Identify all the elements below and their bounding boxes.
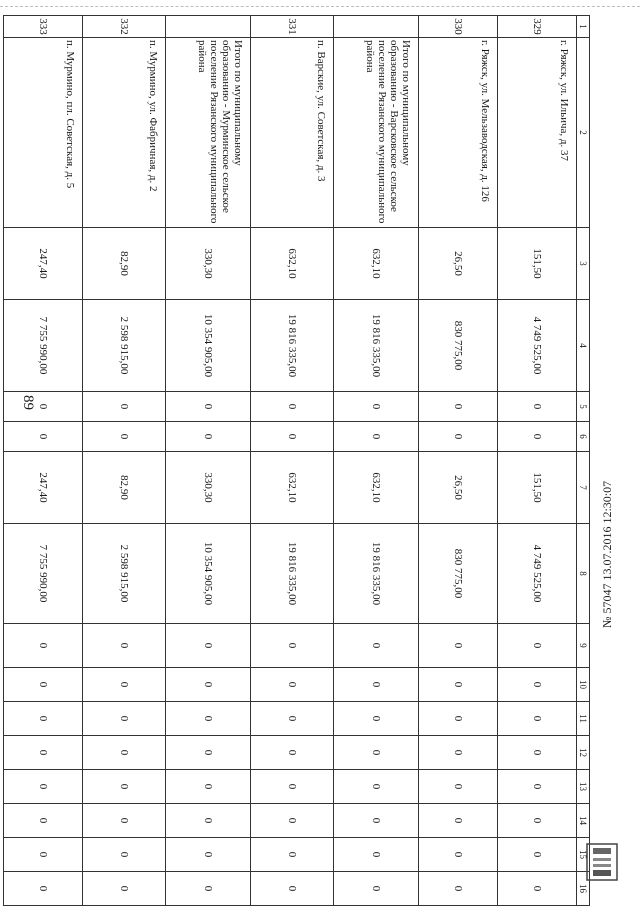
value-cell: 632,10 [251, 228, 334, 300]
row-number-cell [334, 16, 419, 38]
value-cell: 0 [83, 770, 166, 804]
value-cell: 0 [498, 422, 577, 452]
value-cell: 26,50 [419, 452, 498, 524]
value-cell: 0 [334, 872, 419, 906]
value-cell: 0 [83, 702, 166, 736]
value-cell: 0 [419, 392, 498, 422]
value-cell: 82,90 [83, 228, 166, 300]
value-cell: 0 [334, 736, 419, 770]
value-cell: 0 [4, 392, 83, 422]
value-cell: 0 [498, 770, 577, 804]
table-row [498, 16, 577, 906]
value-cell: 247,40 [4, 228, 83, 300]
value-cell: 0 [419, 872, 498, 906]
row-number-cell: 329 [498, 16, 577, 38]
value-cell: 151,50 [498, 228, 577, 300]
value-cell: 0 [4, 804, 83, 838]
value-cell: 632,10 [334, 228, 419, 300]
column-number: 9 [577, 624, 590, 668]
column-number: 10 [577, 668, 590, 702]
value-cell: 0 [419, 804, 498, 838]
cost-cell: 4 749 525,00 [498, 300, 577, 392]
cost-cell: 4 749 525,00 [498, 524, 577, 624]
table-row [251, 16, 334, 906]
column-number: 5 [577, 392, 590, 422]
page-number: 89 [20, 395, 36, 410]
cost-cell: 19 816 335,00 [334, 300, 419, 392]
row-number-cell: 333 [4, 16, 83, 38]
value-cell: 0 [251, 770, 334, 804]
address-cell: г. Ряжск, ул. Мельзаводская, д. 126 [419, 38, 498, 228]
address-cell: г. Ряжск, ул. Ильича, д. 37 [498, 38, 577, 228]
value-cell: 0 [419, 422, 498, 452]
column-number: 11 [577, 702, 590, 736]
value-cell: 0 [498, 804, 577, 838]
value-cell: 0 [4, 422, 83, 452]
value-cell: 0 [251, 668, 334, 702]
value-cell: 0 [419, 624, 498, 668]
cost-cell: 19 816 335,00 [334, 524, 419, 624]
value-cell: 0 [251, 736, 334, 770]
cost-cell: 2 598 915,00 [83, 300, 166, 392]
column-number: 12 [577, 736, 590, 770]
value-cell: 0 [419, 736, 498, 770]
value-cell: 0 [4, 702, 83, 736]
value-cell: 330,30 [166, 228, 251, 300]
table-row [166, 16, 251, 906]
cost-cell: 7 755 990,00 [4, 524, 83, 624]
cost-cell: 19 816 335,00 [251, 524, 334, 624]
value-cell: 0 [4, 872, 83, 906]
value-cell: 0 [498, 702, 577, 736]
value-cell: 0 [419, 702, 498, 736]
value-cell: 0 [83, 804, 166, 838]
row-number-cell: 330 [419, 16, 498, 38]
cost-cell: 10 354 905,00 [166, 300, 251, 392]
address-cell: Итого по муниципальному образованию - Варсковское сельское поселение Рязанского муниципального района [334, 38, 419, 228]
top-dashed-line [0, 6, 640, 7]
value-cell: 0 [4, 736, 83, 770]
table-row [334, 16, 419, 906]
value-cell: 0 [83, 872, 166, 906]
value-cell: 0 [166, 702, 251, 736]
column-number: 3 [577, 228, 590, 300]
registration-note: № 57047 13.07.2016 12:30:07 [600, 480, 614, 628]
column-number: 15 [577, 838, 590, 872]
value-cell: 0 [83, 838, 166, 872]
address-cell: п. Мурмино, ул. Фабричная, д. 2 [83, 38, 166, 228]
value-cell: 0 [166, 872, 251, 906]
address-cell: п. Варские, ул. Советская, д. 3 [251, 38, 334, 228]
row-number-cell [166, 16, 251, 38]
value-cell: 0 [498, 838, 577, 872]
value-cell: 0 [251, 392, 334, 422]
cost-cell: 830 775,00 [419, 524, 498, 624]
value-cell: 0 [251, 804, 334, 838]
value-cell: 0 [83, 668, 166, 702]
column-number: 8 [577, 524, 590, 624]
value-cell: 247,40 [4, 452, 83, 524]
value-cell: 0 [251, 702, 334, 736]
value-cell: 82,90 [83, 452, 166, 524]
cost-cell: 10 354 905,00 [166, 524, 251, 624]
value-cell: 0 [166, 624, 251, 668]
table-row [4, 16, 83, 906]
column-number: 6 [577, 422, 590, 452]
cost-cell: 7 755 990,00 [4, 300, 83, 392]
column-number: 7 [577, 452, 590, 524]
value-cell: 0 [419, 770, 498, 804]
address-cell: п. Мурмино, пл. Советская, д. 5 [4, 38, 83, 228]
value-cell: 0 [334, 702, 419, 736]
value-cell: 0 [334, 838, 419, 872]
cost-cell: 19 816 335,00 [251, 300, 334, 392]
value-cell: 0 [419, 838, 498, 872]
value-cell: 0 [166, 770, 251, 804]
column-number: 4 [577, 300, 590, 392]
value-cell: 0 [83, 392, 166, 422]
value-cell: 151,50 [498, 452, 577, 524]
value-cell: 0 [334, 770, 419, 804]
value-cell: 330,30 [166, 452, 251, 524]
value-cell: 0 [334, 668, 419, 702]
value-cell: 632,10 [251, 452, 334, 524]
value-cell: 0 [4, 770, 83, 804]
register-table [3, 15, 590, 906]
address-cell: Итого по муниципальному образованию - Мурминское сельское поселение Рязанского муниципального района [166, 38, 251, 228]
column-number: 16 [577, 872, 590, 906]
cost-cell: 830 775,00 [419, 300, 498, 392]
value-cell: 0 [166, 392, 251, 422]
value-cell: 0 [166, 838, 251, 872]
value-cell: 0 [83, 736, 166, 770]
value-cell: 0 [419, 668, 498, 702]
value-cell: 0 [83, 624, 166, 668]
value-cell: 0 [334, 624, 419, 668]
value-cell: 0 [4, 668, 83, 702]
value-cell: 0 [166, 668, 251, 702]
row-number-cell: 332 [83, 16, 166, 38]
value-cell: 0 [498, 624, 577, 668]
value-cell: 26,50 [419, 228, 498, 300]
value-cell: 0 [4, 624, 83, 668]
value-cell: 0 [166, 804, 251, 838]
column-number: 1 [577, 16, 590, 38]
value-cell: 0 [251, 422, 334, 452]
value-cell: 0 [166, 736, 251, 770]
column-number: 13 [577, 770, 590, 804]
value-cell: 0 [334, 392, 419, 422]
value-cell: 0 [498, 668, 577, 702]
column-number: 2 [577, 38, 590, 228]
value-cell: 0 [83, 422, 166, 452]
column-number: 14 [577, 804, 590, 838]
document-stamp-icon [585, 842, 619, 882]
value-cell: 0 [498, 872, 577, 906]
value-cell: 0 [498, 392, 577, 422]
rotated-page [37, 15, 590, 893]
table-row [419, 16, 498, 906]
value-cell: 0 [334, 804, 419, 838]
table-row [83, 16, 166, 906]
value-cell: 0 [251, 838, 334, 872]
value-cell: 0 [4, 838, 83, 872]
value-cell: 0 [251, 872, 334, 906]
value-cell: 0 [251, 624, 334, 668]
value-cell: 0 [334, 422, 419, 452]
row-number-cell: 331 [251, 16, 334, 38]
value-cell: 0 [498, 736, 577, 770]
cost-cell: 2 598 915,00 [83, 524, 166, 624]
column-number-row [577, 16, 590, 906]
value-cell: 632,10 [334, 452, 419, 524]
value-cell: 0 [166, 422, 251, 452]
